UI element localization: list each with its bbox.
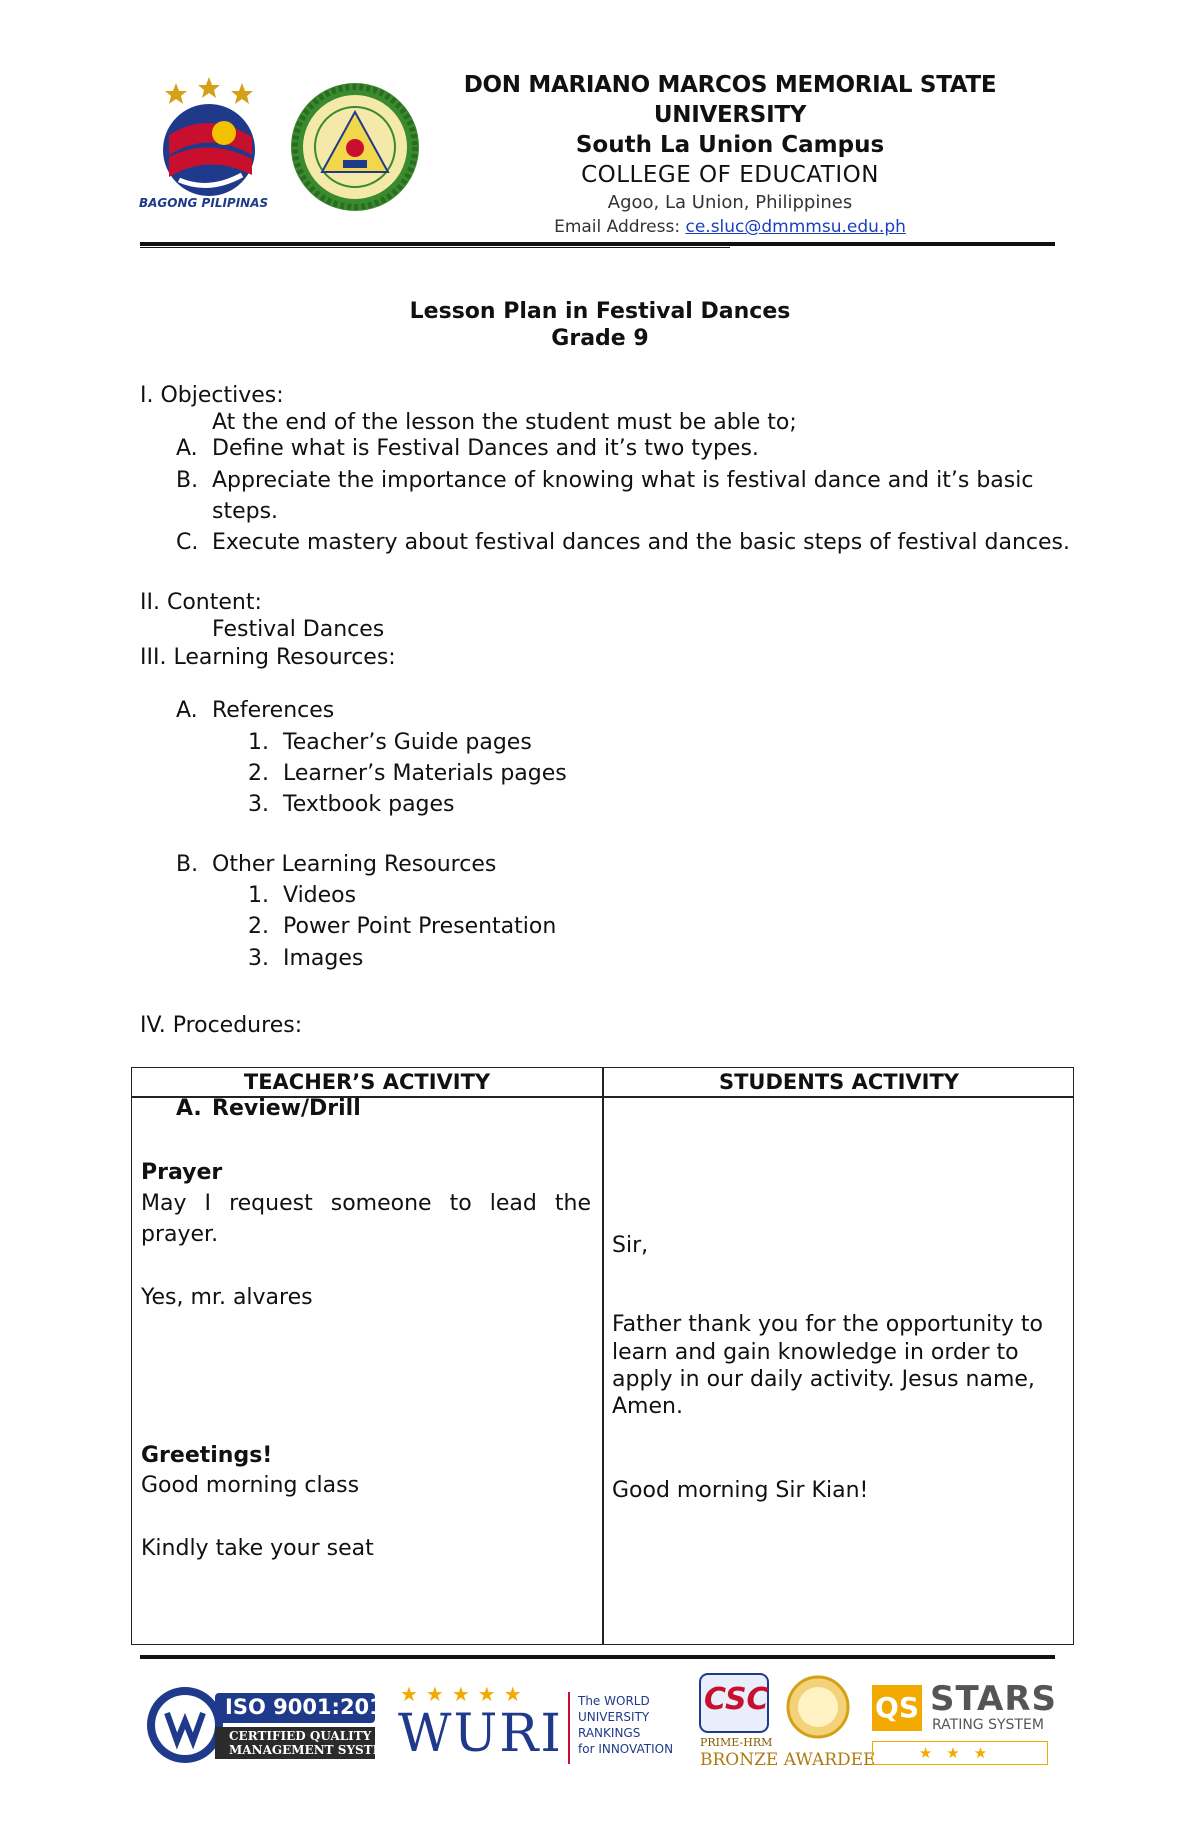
objective-b: Appreciate the importance of knowing what is festival dance and it’s basic: [212, 468, 1034, 493]
other-num-2: 2.: [248, 914, 269, 939]
stars-text: STARS: [930, 1679, 1058, 1719]
iso-text: ISO 9001:2015: [225, 1695, 399, 1719]
student-prayer-line1: Father thank you for the opportunity to: [612, 1312, 1043, 1337]
procedures-heading: IV. Procedures:: [140, 1013, 303, 1038]
wuri-desc-1: The WORLD: [578, 1694, 650, 1708]
reference-num-3: 3.: [248, 792, 269, 817]
other-num-3: 3.: [248, 946, 269, 971]
reference-item-2: Learner’s Materials pages: [283, 761, 567, 786]
address: Agoo, La Union, Philippines: [607, 192, 853, 213]
campus-name: South La Union Campus: [575, 132, 885, 158]
csc-text: CSC: [704, 1682, 769, 1717]
wuri-logo: [398, 1682, 688, 1770]
rating-system-text: RATING SYSTEM: [932, 1717, 1044, 1733]
student-prayer-line2: learn and gain knowledge in order to: [612, 1340, 1019, 1365]
other-item-1: Videos: [283, 883, 357, 908]
objective-a-letter: A.: [176, 436, 198, 461]
other-item-3: Images: [283, 946, 364, 971]
other-resources-title: Other Learning Resources: [212, 852, 497, 877]
prayer-request-line2: prayer.: [141, 1222, 219, 1247]
college-name: COLLEGE OF EDUCATION: [581, 162, 879, 188]
reference-num-2: 2.: [248, 761, 269, 786]
references-title: References: [212, 698, 335, 723]
lesson-title: Lesson Plan in Festival Dances: [409, 299, 791, 324]
section-letter: A.: [176, 1096, 202, 1121]
reference-item-3: Textbook pages: [283, 792, 455, 817]
university-name: DON MARIANO MARCOS MEMORIAL STATE UNIVERSITY: [463, 72, 997, 128]
objectives-intro: At the end of the lesson the student must be able to;: [212, 410, 797, 435]
objective-c: Execute mastery about festival dances and the basic steps of festival dances.: [212, 530, 1070, 555]
student-prayer-line3: apply in our daily activity. Jesus name,: [612, 1367, 1035, 1392]
other-item-2: Power Point Presentation: [283, 914, 557, 939]
objective-c-letter: C.: [176, 530, 199, 555]
other-resources-letter: B.: [176, 852, 199, 877]
content-value: Festival Dances: [212, 617, 385, 642]
header-divider-thin: [140, 247, 730, 248]
student-greeting: Good morning Sir Kian!: [612, 1478, 869, 1503]
content-heading: II. Content:: [140, 590, 262, 615]
objective-b-letter: B.: [176, 468, 199, 493]
teacher-activity-header: TEACHER’S ACTIVITY: [243, 1070, 491, 1094]
objectives-heading: I. Objectives:: [140, 383, 284, 408]
greetings-heading: Greetings!: [141, 1443, 273, 1468]
references-letter: A.: [176, 698, 198, 723]
reference-item-1: Teacher’s Guide pages: [283, 730, 532, 755]
bagong-pilipinas-logo: [134, 75, 284, 215]
footer-divider: [140, 1655, 1055, 1659]
reference-num-1: 1.: [248, 730, 269, 755]
other-num-1: 1.: [248, 883, 269, 908]
csc-prime-hrm-logo: [698, 1672, 876, 1772]
teacher-greeting: Good morning class: [141, 1473, 360, 1498]
prayer-request-line1: May I request someone to lead the: [141, 1191, 591, 1216]
prime-hrm-text: PRIME-HRM: [700, 1736, 773, 1749]
objective-b-cont: steps.: [212, 499, 279, 524]
wuri-divider: [568, 1692, 570, 1764]
grade-label: Grade 9: [551, 326, 649, 351]
bronze-awardee-text: BRONZE AWARDEE: [700, 1750, 876, 1770]
email-label: Email Address:: [554, 217, 686, 237]
student-prayer-line4: Amen.: [612, 1394, 683, 1419]
wuri-stars: ★★★★★: [400, 1682, 530, 1706]
teacher-seat: Kindly take your seat: [141, 1536, 374, 1561]
iso-certification-logo: [145, 1683, 399, 1768]
table-column-divider: [602, 1068, 604, 1644]
email-link[interactable]: ce.sluc@dmmmsu.edu.ph: [685, 217, 906, 237]
qs-box: QS: [872, 1685, 922, 1731]
email-line: [440, 215, 1020, 239]
iso-sub1: CERTIFIED QUALITY: [229, 1729, 372, 1743]
letterhead: [440, 70, 1020, 239]
student-sir: Sir,: [612, 1233, 649, 1258]
bagong-pilipinas-text: BAGONG PILIPINAS: [139, 196, 269, 210]
wuri-desc-3: RANKINGS: [578, 1726, 641, 1740]
header-divider: [140, 242, 1055, 246]
resources-heading: III. Learning Resources:: [140, 645, 396, 670]
section-title: Review/Drill: [212, 1096, 361, 1121]
objective-a: Define what is Festival Dances and it’s two types.: [212, 436, 759, 461]
university-seal-logo: [288, 80, 423, 215]
wuri-desc-2: UNIVERSITY: [578, 1710, 650, 1724]
qs-stars-logo: [870, 1679, 1058, 1773]
iso-sub2: MANAGEMENT SYSTEM: [229, 1743, 396, 1757]
prayer-heading: Prayer: [141, 1160, 223, 1185]
procedures-table: [131, 1067, 1074, 1645]
qs-rating-stars: ★★★: [872, 1741, 1048, 1765]
wuri-desc-4: for INNOVATION: [578, 1742, 674, 1756]
wuri-text: WURI: [398, 1704, 563, 1764]
students-activity-header: STUDENTS ACTIVITY: [718, 1070, 959, 1094]
teacher-yes: Yes, mr. alvares: [141, 1285, 313, 1310]
